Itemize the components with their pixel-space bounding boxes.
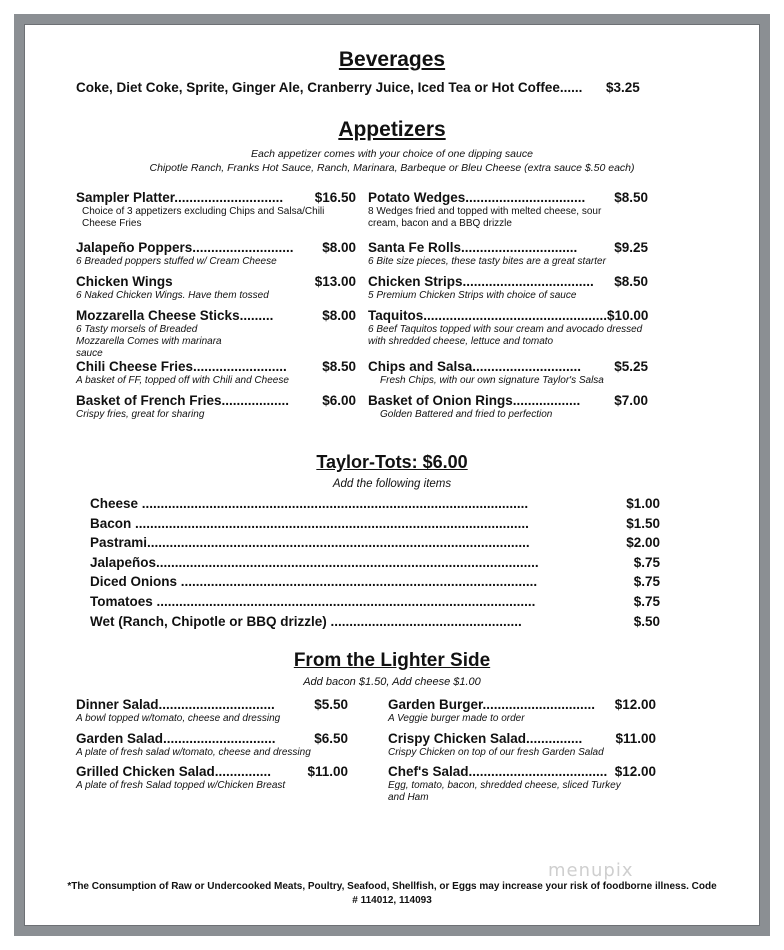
item-desc: A bowl topped w/tomato, cheese and dressing xyxy=(76,713,281,724)
tots-name: Diced Onions ............................................................................................... xyxy=(90,574,538,589)
item-price: $11.00 xyxy=(307,764,348,779)
item-desc: 6 Bite size pieces, these tasty bites are a great starter xyxy=(368,256,606,267)
lighter-title: From the Lighter Side xyxy=(293,650,491,671)
menu-item xyxy=(368,392,648,421)
item-price: $5.25 xyxy=(614,359,648,374)
item-price: $12.00 xyxy=(614,697,656,712)
menu-item xyxy=(76,392,356,421)
item-name: Dinner Salad............................... xyxy=(76,697,275,712)
menu-item xyxy=(76,696,348,725)
tots-note: Add the following items xyxy=(332,478,452,490)
menu-item xyxy=(368,189,648,230)
item-price: $7.00 xyxy=(614,393,648,408)
item-desc: 8 Wedges fried and topped with melted cheese, sour cream, bacon and a BBQ drizzle xyxy=(368,206,602,229)
item-desc: A plate of fresh salad w/tomato, cheese and dressing xyxy=(76,747,311,758)
item-name: Crispy Chicken Salad............... xyxy=(388,731,583,746)
beverages-title: Beverages xyxy=(338,48,446,71)
appetizers-note: Each appetizer comes with your choice of one dipping sauce xyxy=(251,148,533,160)
item-desc: Choice of 3 appetizers excluding Chips and Salsa/Chili Cheese Fries xyxy=(82,206,325,229)
tots-row xyxy=(90,614,660,629)
menu-item xyxy=(76,730,348,759)
tots-name: Bacon ......................................................................................................... xyxy=(90,516,529,531)
item-desc: 6 Beef Taquitos topped with sour cream and avocado dressed with shredded cheese, lettuce and tomato xyxy=(368,324,643,347)
item-name: Chef's Salad..................................... xyxy=(388,764,608,779)
item-desc: Golden Battered and fried to perfection xyxy=(380,409,553,420)
tots-price: $.75 xyxy=(633,555,660,570)
item-price: $12.00 xyxy=(614,764,656,779)
menu-item xyxy=(388,763,656,804)
menu-item xyxy=(76,239,356,268)
item-price: $6.00 xyxy=(322,393,356,408)
item-desc: 6 Breaded poppers stuffed w/ Cream Cheese xyxy=(76,256,277,267)
menu-item xyxy=(76,189,356,230)
tots-name: Jalapeños...................................................................................................... xyxy=(90,555,539,570)
menu-frame xyxy=(14,14,770,936)
menu-item xyxy=(368,358,648,387)
tots-row xyxy=(90,594,660,609)
menu-page xyxy=(24,24,760,926)
item-price: $8.50 xyxy=(614,274,648,289)
footer-disclaimer: *The Consumption of Raw or Undercooked Meats, Poultry, Seafood, Shellfish, or Eggs may increase your risk of foodborne illness. Code # 114012, 114093 xyxy=(67,881,717,906)
item-name: Sampler Platter............................. xyxy=(76,190,284,205)
item-desc: Fresh Chips, with our own signature Taylor's Salsa xyxy=(380,375,604,386)
tots-name: Pastrami...................................................................................................... xyxy=(90,535,530,550)
item-name: Basket of French Fries.................. xyxy=(76,393,290,408)
tots-row xyxy=(90,555,660,570)
item-desc: Egg, tomato, bacon, shredded cheese, sliced Turkey and Ham xyxy=(388,780,621,803)
menu-item xyxy=(368,273,648,302)
tots-price: $2.00 xyxy=(626,535,660,550)
item-price: $11.00 xyxy=(615,731,656,746)
menu-item xyxy=(76,273,356,302)
item-price: $5.50 xyxy=(314,697,348,712)
item-name: Mozzarella Cheese Sticks......... xyxy=(76,308,274,323)
tots-name: Cheese ....................................................................................................... xyxy=(90,496,529,511)
tots-price: $1.50 xyxy=(626,516,660,531)
item-desc: 5 Premium Chicken Strips with choice of sauce xyxy=(368,290,577,301)
appetizers-title: Appetizers xyxy=(338,118,446,141)
item-name: Garden Salad.............................. xyxy=(76,731,276,746)
item-desc: Crispy Chicken on top of our fresh Garden Salad xyxy=(388,747,604,758)
tots-price: $.75 xyxy=(633,574,660,589)
beverages-price: $3.25 xyxy=(606,80,640,95)
item-name: Garden Burger.............................. xyxy=(388,697,596,712)
menu-item xyxy=(368,239,648,268)
item-desc: A basket of FF, topped off with Chili and Cheese xyxy=(76,375,289,386)
item-desc: A plate of fresh Salad topped w/Chicken Breast xyxy=(76,780,286,791)
tots-price: $.75 xyxy=(633,594,660,609)
tots-row xyxy=(90,516,660,531)
item-price: $8.00 xyxy=(322,240,356,255)
item-price: $6.50 xyxy=(314,731,348,746)
tots-title: Taylor-Tots: $6.00 xyxy=(316,452,468,472)
tots-row xyxy=(90,535,660,550)
item-price: $13.00 xyxy=(314,274,356,289)
item-desc: Crispy fries, great for sharing xyxy=(76,409,205,420)
item-name: Basket of Onion Rings.................. xyxy=(368,393,581,408)
tots-row xyxy=(90,496,660,511)
tots-row xyxy=(90,574,660,589)
tots-name: Tomatoes ..................................................................................................... xyxy=(90,594,536,609)
item-name: Taquitos................................................. xyxy=(368,308,608,323)
item-name: Santa Fe Rolls............................... xyxy=(368,240,578,255)
tots-price: $.50 xyxy=(633,614,660,629)
item-price: $8.00 xyxy=(322,308,356,323)
item-name: Jalapeño Poppers........................... xyxy=(76,240,294,255)
item-price: $8.50 xyxy=(322,359,356,374)
item-desc: A Veggie burger made to order xyxy=(388,713,525,724)
menu-item xyxy=(76,358,356,387)
tots-price: $1.00 xyxy=(626,496,660,511)
menu-item xyxy=(76,307,356,360)
item-name: Chili Cheese Fries......................... xyxy=(76,359,287,374)
item-name: Grilled Chicken Salad............... xyxy=(76,764,272,779)
tots-name: Wet (Ranch, Chipotle or BBQ drizzle) ................................................... xyxy=(90,614,522,629)
item-price: $8.50 xyxy=(614,190,648,205)
menu-item xyxy=(388,730,656,759)
item-price: $16.50 xyxy=(314,190,356,205)
menu-item xyxy=(368,307,648,348)
item-desc: 6 Naked Chicken Wings. Have them tossed xyxy=(76,290,269,301)
lighter-note: Add bacon $1.50, Add cheese $1.00 xyxy=(303,676,481,688)
item-price: $9.25 xyxy=(614,240,648,255)
menu-item xyxy=(76,763,348,792)
item-name: Chips and Salsa............................. xyxy=(368,359,582,374)
appetizers-sauces: Chipotle Ranch, Franks Hot Sauce, Ranch, Marinara, Barbeque or Bleu Cheese (extra sauce $.50 each) xyxy=(149,162,635,174)
watermark-logo: menupix xyxy=(548,860,634,881)
item-name: Chicken Wings xyxy=(76,274,173,289)
menu-item xyxy=(388,696,656,725)
item-price: $10.00 xyxy=(607,308,649,323)
item-name: Potato Wedges................................ xyxy=(368,190,586,205)
item-desc: 6 Tasty morsels of Breaded Mozzarella Comes with marinara sauce xyxy=(76,324,222,359)
beverages-line: Coke, Diet Coke, Sprite, Ginger Ale, Cranberry Juice, Iced Tea or Hot Coffee...... xyxy=(76,80,583,95)
item-name: Chicken Strips................................... xyxy=(368,274,594,289)
